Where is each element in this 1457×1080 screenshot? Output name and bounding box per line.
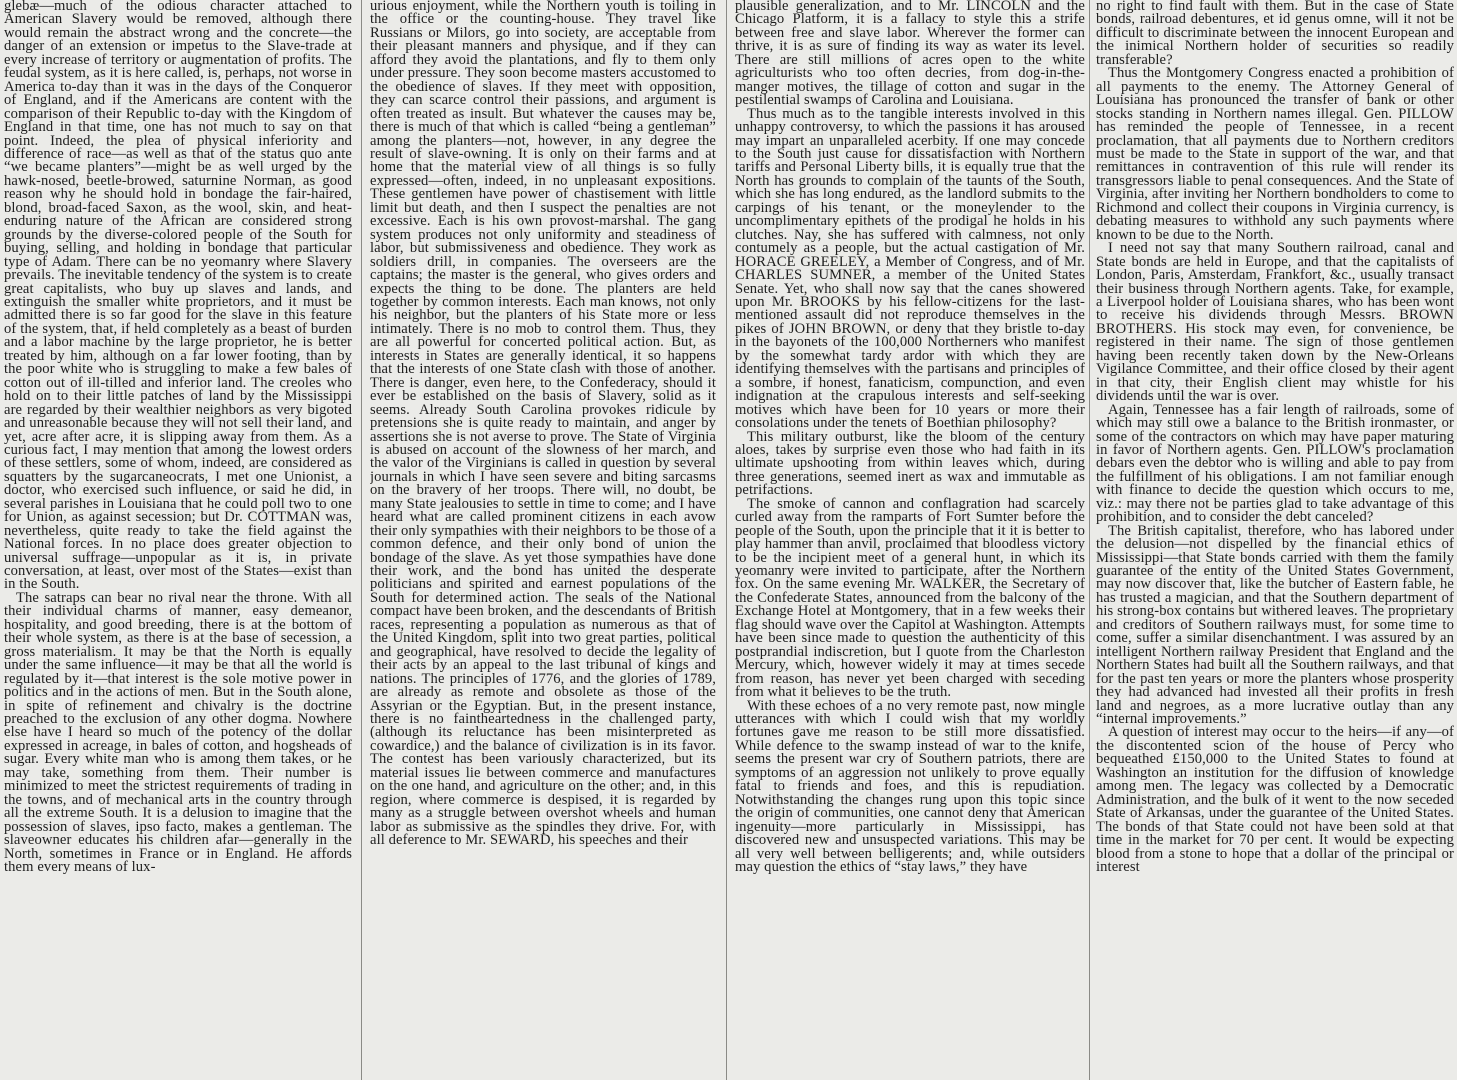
column-divider	[1089, 0, 1090, 1080]
column-divider	[726, 0, 727, 1080]
paragraph: The smoke of cannon and conflagration had scarcely curled away from the ramparts of Fort Sumter before the people of the South, upon the principle that it it is better to play hammer than anvil, proclaimed that bloodless victory to be the incipient meet of a general hunt, in which its yeomanry were invited to participate, after the Northern fox. On the same evening Mr. WALKER, the Secretary of the Confederate States, announced from the balcony of the Exchange Hotel at Montgomery, that in a few weeks their flag should wave over the Capitol at Washington. Attempts have been since made to question the authenticity of this postprandial indiscretion, but I quote from the Charleston Mercury, which, however widely it may at times secede from reason, has never yet been charged with seceding from what it believes to be the truth.	[735, 495, 1085, 701]
paragraph: This military outburst, like the bloom of the century aloes, takes by surprise even those who had faith in its ultimate upshooting from within leaves which, during three generations, seemed inert as wax and immutable as petrifactions.	[735, 428, 1085, 499]
paragraph: A question of interest may occur to the heirs—if any—of the discontented scion of the house of Percy who bequeathed £150,000 to the United States to found at Washington an institution for the diffusion of knowledge among men. The legacy was collected by a Democratic Administration, and the bulk of it went to the now seceded State of Arkansas, under the guarantee of the United States. The bonds of that State could not have been sold at that time in the market for 70 per cent. It would be expecting blood from a stone to hope that a dollar of the principal or interest	[1096, 724, 1454, 875]
paragraph: glebæ—much of the odious character attached to American Slavery would be removed, although there would remain the abstract wrong and the concrete—the danger of an extension or impetus to the Slave-trade at every increase of territory or augmentation of profits. The feudal system, as it is here called, is, perhaps, not worse in America to-day than it was in the days of the Conqueror of England, and if the Americans are content with the comparison of their Republic to-day with the Kingdom of England in that time, one has not much to say on that point. Indeed, the plea of physical inferiority and difference of race—as well as that of the status quo ante “we became planters”—might be as well urged by the hawk-nosed, beetle-browed, saturnine Norman, as good reason why he should hold in bondage the fair-haired, blond, broad-faced Saxon, as the wool, skin, and heat-enduring nature of the African are considered strong grounds by the diverse-colored people of the South for buying, selling, and holding in bondage that particular type of Adam. There can be no yeomanry where Slavery prevails. The inevitable tendency of the system is to create great capitalists, who buy up slaves and lands, and extinguish the smaller white proprietors, and it must be admitted there is so far good for the slave in this feature of the system, that, if held completely as a beast of burden and a labor machine by the large proprietor, he is better treated by him, although on a far lower footing, than by the poor white who is struggling to make a few bales of cotton out of ill-tilled and inferior land. The creoles who hold on to their little patches of land by the Mississippi are regarded by their wealthier neighbors as very bigoted and unreasonable because they will not sell their land, and yet, acre after acre, it is slipping away from them. As a curious fact, I may mention that among the lowest orders of these settlers, some of whom, indeed, are considered as squatters by the sugarcaneocrats, I met one Unionist, a doctor, who exercised such influence, or said he did, in several parishes in Louisiana that he could poll two to one for Union, as against secession; but Dr. COTTMAN was, nevertheless, quite ready to take the field against the National forces. In no place does greater objection to universal suffrage—unpopular as it is, in private conversation, at least, over most of the States—exist than in the South.	[4, 0, 352, 593]
paragraph: I need not say that many Southern railroad, canal and State bonds are held in Europe, and that the capitalists of London, Paris, Amsterdam, Frankfort, &c., usually transact their business through Northern agents. Take, for example, a Liverpool holder of Louisiana shares, who has been wont to receive his dividends through Messrs. BROWN BROTHERS. His stock may even, for convenience, be registered in their name. The sign of those gentlemen having been recently taken down by the New-Orleans Vigilance Committee, and their office closed by their agent in that city, their English client may whistle for his dividends until the war is over.	[1096, 240, 1454, 405]
article-column-1	[4, 0, 352, 1080]
paragraph: The British capitalist, therefore, who has labored under the delusion—not dispelled by the financial ethics of Mississippi—that State bonds carried with them the family guarantee of the entity of the United States Government, may now discover that, like the butcher of Eastern fable, he has trusted a magician, and that the Southern department of his strong-box contains but withered leaves. The proprietary and creditors of Southern railways must, for some time to come, suffer a similar disenchantment. I was assured by an intelligent Northern railway President that England and the Northern States had built all the Southern railways, and that for the past ten years or more the planters whose prosperity they had advanced had invested all their profits in fresh land and negroes, as a more lucrative outlay than any “internal improvements.”	[1096, 522, 1454, 728]
paragraph: Thus much as to the tangible interests involved in this unhappy controversy, to which the passions it has aroused may impart an unparalleled acerbity. If one may concede to the South just cause for dissatisfaction with Northern tariffs and Personal Liberty bills, it is equally true that the North has grounds to complain of the taunts of the South, which she has long endured, as the landlord submits to the carpings of his tenant, or the moneylender to the uncomplimentary epithets of the prodigal he holds in his clutches. Nay, she has suffered with calmness, not only contumely as a people, but the actual castigation of Mr. HORACE GREELEY, a Member of Congress, and of Mr. CHARLES SUMNER, a member of the United States Senate. Yet, who shall now say that the canes showered upon Mr. BROOKS by his fellow-citizens for the last-mentioned assault did not reproduce themselves in the pikes of JOHN BROWN, or deny that they bristle to-day in the bayonets of the 100,000 Northerners who manifest by the somewhat tardy ardor with which they are identifying themselves with the partisans and principles of a sombre, if honest, fanaticism, compunction, and even indignation at the crapulous interests and self-seeking motives which have been for 10 years or more their consolations under the tenets of Boethian philosophy?	[735, 105, 1085, 432]
column-divider	[361, 0, 362, 1080]
article-column-4	[1096, 0, 1454, 1080]
paragraph: With these echoes of a no very remote past, now mingle utterances with which I could wish that my worldly fortunes gave me reason to be still more dissatisfied. While defence to the swamp instead of war to the knife, seems the present war cry of Southern patriots, there are symptoms of an aggression not unlikely to prove equally fatal to friends and foes, and this is repudiation. Notwithstanding the changes rung upon this topic since the origin of communities, one cannot deny that American ingenuity—more particularly in Mississippi, has discovered new and unsuspected variations. This may be all very well between belligerents; and, while outsiders may question the ethics of “stay laws,” they have	[735, 697, 1085, 875]
article-column-2	[370, 0, 716, 1080]
paragraph: no right to find fault with them. But in the case of State bonds, railroad debentures, et id genus omne, will it not be difficult to discriminate between the innocent European and the inimical Northern holder of securities so readily transferable?	[1096, 0, 1454, 68]
paragraph: Thus the Montgomery Congress enacted a prohibition of all payments to the enemy. The Attorney General of Louisiana has pronounced the transfer of bank or other stocks standing in Northern names illegal. Gen. PILLOW has reminded the people of Tennessee, in a recent proclamation, that all payments due to Northern creditors must be made to the State in support of the war, and that remittances in contravention of this rule will render its transgressors liable to penal consequences. And the State of Virginia, after inviting her Northern bondholders to come to Richmond and collect their coupons in Virginia currency, is debating measures to withhold any such payments where known to be due to the North.	[1096, 65, 1454, 243]
paragraph: The satraps can bear no rival near the throne. With all their individual charms of manner, easy demeanor, hospitality, and good breeding, there is at the bottom of their whole system, as there is at the base of secession, a gross materialism. It may be that the North is equally under the same influence—it may be that all the world is regulated by it—that interest is the sole motive power in politics and in the actions of men. But in the South alone, in spite of refinement and chivalry is the doctrine preached to the exclusion of any other dogma. Nowhere else have I heard so much of the potency of the dollar expressed in acreage, in bales of cotton, and hogsheads of sugar. Every white man who is among them takes, or he may take, something from them. Their number is minimized to meet the strictest requirements of trading in the towns, and of mechanical arts in the country through all the extreme South. It is a delusion to imagine that the possession of slaves, ipso facto, makes a gentleman. The slaveowner educates his children afar—generally in the North, sometimes in France or in England. He affords them every means of lux-	[4, 589, 352, 875]
paragraph: urious enjoyment, while the Northern youth is toiling in the office or the counting-house. They travel like Russians or Milors, go into society, are acceptable from their pleasant manners and physique, and if they can afford they avoid the plantations, and fly to them only under pressure. They soon become masters accustomed to the obedience of slaves. If they meet with opposition, they can scarce control their passions, and argument is often treated as insult. But whatever the causes may be, there is much of that which is called “being a gentleman” among the planters—not, however, in any degree the result of slave-owning. It is only on their farms and at home that the material view of all things is so fully expressed—often, indeed, in no unpleasant expositions. These gentlemen have power of chastisement with little limit but death, and then I suspect the penalties are not excessive. Each is his own provost-marshal. The gang system produces not only uniformity and steadiness of labor, but submissiveness and obedience. They work as soldiers drill, in companies. The overseers are the captains; the master is the general, who gives orders and expects the thing to be done. The planters are held together by common interests. Each man knows, not only his neighbor, but the planters of his State more or less intimately. There is no mob to control them. Thus, they are all powerful for concerted political action. But, as interests in States are generally identical, it so happens that the interests of one State clash with those of another. There is danger, even here, to the Confederacy, should it ever be established on the basis of Slavery, solid as it seems. Already South Carolina provokes ridicule by pretensions she is quite ready to maintain, and anger by assertions she is not averse to prove. The State of Virginia is abused on account of the slowness of her march, and the valor of the Virginians is called in question by several journals in which I have seen severe and biting sarcasms on the bravery of her troops. There will, no doubt, be many State jealousies to settle in time to come; and I have heard what are called prominent citizens in each avow their only sympathies with their neighbors to be those of a common defence, and their only bond of union the bondage of the slave. As yet those sympathies have done their work, and the bond has united the desperate politicians and spirited and earnest populations of the South for determined action. The seals of the National compact have been broken, and the descendants of British races, representing a population as numerous as that of the United Kingdom, split into two great parties, political and geographical, have resolved to decide the legality of their acts by an appeal to the last tribunal of kings and nations. The principles of 1776, and the glories of 1789, are already as remote and obsolete as those of the Assyrian or the Egyptian. But, in the present instance, there is no faintheartedness in the challenged party, (although its reluctance has been misinterpreted as cowardice,) and the balance of civilization is in its favor. The contest has been variously characterized, but its material issues lie between commerce and manufactures on the one hand, and agriculture on the other; and, in this region, where commerce is despised, it is regarded by many as a struggle between overshot wheels and human labor as submissive as the spindles they drive. For, with all deference to Mr. SEWARD, his speeches and their	[370, 0, 716, 849]
article-column-3	[735, 0, 1085, 1080]
paragraph: Again, Tennessee has a fair length of railroads, some of which may still owe a balance to the British ironmaster, or some of the contractors on which may have paper maturing in favor of Northern agents. Gen. PILLOW's proclamation debars even the debtor who is willing and able to pay from the fulfillment of his obligations. I am not familiar enough with finance to decide the question which occurs to me, viz.: may there not be parties glad to take advantage of this prohibition, and to consider the debt canceled?	[1096, 401, 1454, 526]
paragraph: plausible generalization, and to Mr. LINCOLN and the Chicago Platform, it is a fallacy to style this a strife between free and slave labor. Wherever the former can thrive, it is as sure of finding its way as water its level. There are still millions of acres open to the white agriculturists who too often decries, from dog-in-the-manger motives, the tillage of cotton and sugar in the pestilential swamps of Carolina and Louisiana.	[735, 0, 1085, 109]
